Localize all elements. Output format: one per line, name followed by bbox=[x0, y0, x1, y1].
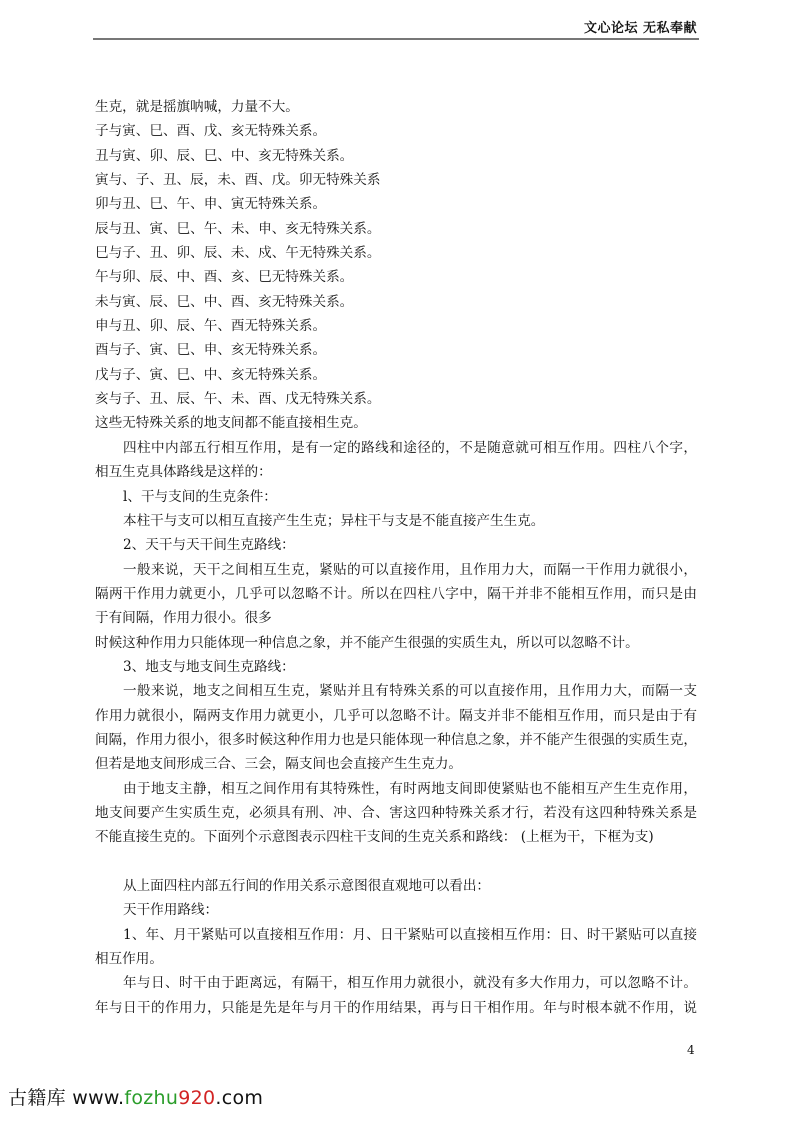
text-line: 相互生克具体路线是这样的： bbox=[95, 464, 272, 481]
text-line: 作用力就很小，隔两支作用力就更小，几乎可以忽略不计。隔支并非不能相互作用，而只是由于有 bbox=[95, 707, 697, 724]
text-line: 戊与子、寅、巳、中、亥无特殊关系。 bbox=[95, 366, 327, 383]
text-line: 一般来说，天干之间相互生克，紧贴的可以直接作用，且作用力大，而隔一干作用力就很小， bbox=[123, 561, 697, 578]
text-line: 未与寅、辰、巳、中、酉、亥无特殊关系。 bbox=[95, 293, 354, 310]
page-number: 4 bbox=[687, 1043, 695, 1057]
text-line: 时候这种作用力只能体现一种信息之象，并不能产生很强的实质生丸，所以可以忽略不计。 bbox=[95, 634, 639, 651]
footer-green: fozhu bbox=[124, 1087, 179, 1109]
text-line: 申与丑、卯、辰、午、酉无特殊关系。 bbox=[95, 318, 327, 335]
text-line: 年与日干的作用力，只能是先是年与月干的作用结果，再与日干相作用。年与时根本就不作用，说 bbox=[95, 999, 697, 1016]
footer-watermark bbox=[8, 1083, 263, 1110]
text-line: 生克，就是摇旗呐喊，力量不大。 bbox=[95, 99, 299, 115]
body-text bbox=[95, 95, 697, 1020]
footer-red: 920 bbox=[178, 1087, 216, 1109]
text-line: 辰与丑、寅、巳、午、未、申、亥无特殊关系。 bbox=[95, 220, 381, 237]
text-line: 一般来说，地支之间相互生克，紧贴并且有特殊关系的可以直接作用，且作用力大，而隔一支 bbox=[123, 683, 697, 700]
text-line: 1、年、月干紧贴可以直接相互作用：月、日干紧贴可以直接相互作用：日、时干紧贴可以直接 bbox=[123, 926, 697, 943]
text-line: 从上面四柱内部五行间的作用关系示意图很直观地可以看出： bbox=[123, 878, 491, 894]
running-header: 文心论坛 无私奉献 bbox=[583, 21, 697, 36]
text-line: 巳与子、丑、卯、辰、未、戍、午无特殊关系。 bbox=[95, 245, 381, 262]
text-line: 丑与寅、卯、辰、巳、中、亥无特殊关系。 bbox=[95, 147, 354, 164]
header-rule bbox=[93, 38, 699, 40]
text-line: 卯与丑、巳、午、申、寅无特殊关系。 bbox=[95, 196, 327, 213]
text-line: 间隔，作用力很小，很多时候这种作用力也是只能体现一种信息之象，并不能产生很强的实质生克， bbox=[95, 731, 697, 748]
text-line: 天干作用路线： bbox=[123, 902, 219, 919]
text-line: 年与日、时干由于距离远，有隔干，相互作用力就很小，就没有多大作用力，可以忽略不计。 bbox=[123, 975, 697, 992]
text-line: 由于地支主静，相互之间作用有其特殊性，有时两地支间即使紧贴也不能相互产生生克作用， bbox=[123, 780, 697, 797]
text-line: 不能直接生克的。下面列个示意图表示四柱干支间的生克关系和路线： (上框为干，下框为支) bbox=[95, 829, 654, 846]
text-line: 相互作用。 bbox=[95, 951, 163, 968]
text-line: 酉与子、寅、巳、申、亥无特殊关系。 bbox=[95, 342, 327, 359]
text-line: 寅与、子、丑、辰，未、酉、戊。卯无特殊关系 bbox=[95, 172, 381, 189]
text-line: 3、地支与地支间生克路线： bbox=[123, 658, 295, 675]
text-line: 亥与子、丑、辰、午、未、酉、戊无特殊关系。 bbox=[95, 391, 381, 408]
text-line: 子与寅、巳、酉、戊、亥无特殊关系。 bbox=[95, 123, 327, 140]
text-line: 本柱干与支可以相互直接产生生克；异柱干与支是不能直接产生生克。 bbox=[123, 512, 545, 529]
text-line: 隔两干作用力就更小，几乎可以忽略不计。所以在四柱八字中，隔干并非不能相互作用，而只是由 bbox=[95, 585, 697, 602]
text-line: 2、天干与天干间生克路线： bbox=[123, 537, 295, 554]
text-line: 但若是地支间形成三合、三会，隔支间也会直接产生生克力。 bbox=[95, 756, 463, 773]
footer-suffix: .com bbox=[215, 1087, 264, 1109]
footer-prefix: 古籍库 www. bbox=[8, 1087, 125, 1109]
text-line: 于有间隔，作用力很小。很多 bbox=[95, 610, 272, 627]
text-line: 四柱中内部五行相互作用，是有一定的路线和途径的，不是随意就可相互作用。四柱八个字， bbox=[123, 439, 697, 456]
text-line: 午与卯、辰、中、酉、亥、巳无特殊关系。 bbox=[95, 269, 354, 286]
text-line: l、干与支间的生克条件： bbox=[123, 488, 277, 505]
text-line: 这些无特殊关系的地支间都不能直接相生克。 bbox=[95, 415, 367, 432]
text-line: 地支间要产生实质生克，必须具有刑、冲、合、害这四种特殊关系才行，若没有这四种特殊关系是 bbox=[95, 804, 697, 821]
text-line bbox=[95, 850, 697, 874]
